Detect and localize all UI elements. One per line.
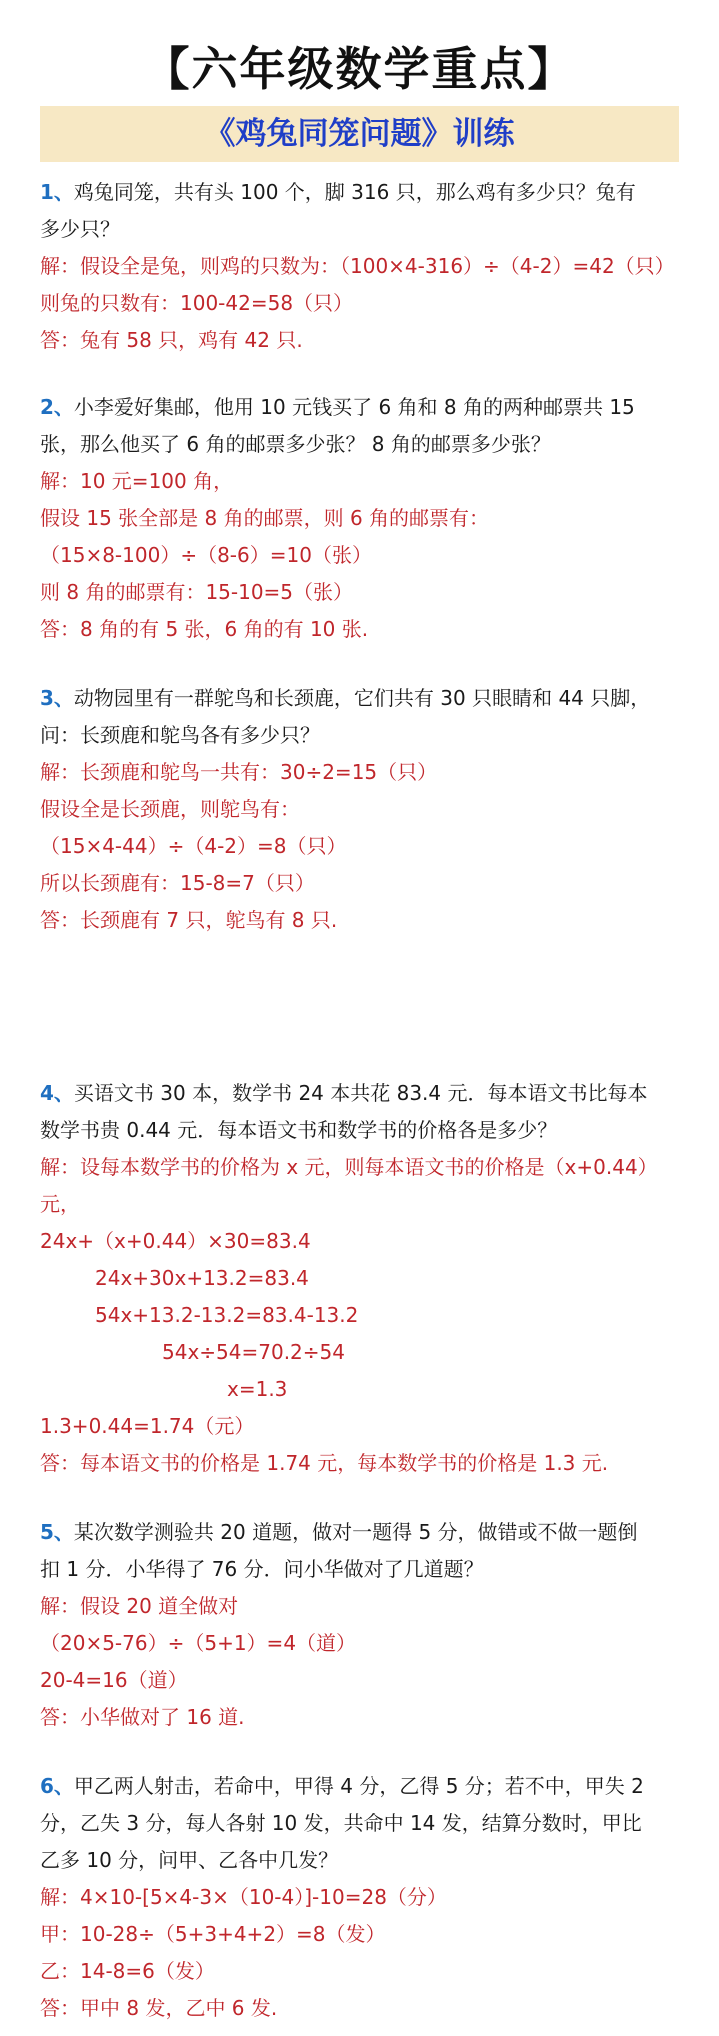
question-line: 分，乙失 3 分，每人各射 10 发，共命中 14 发，结算分数时，甲比: [40, 1811, 642, 1835]
answer-line: 答：兔有 58 只，鸡有 42 只.: [40, 328, 303, 352]
answer-line: 假设全是长颈鹿，则鸵鸟有：: [40, 797, 300, 821]
subtitle-banner: [40, 106, 679, 162]
problem-number: 4、: [40, 1081, 74, 1105]
answer-line: 假设 15 张全部是 8 角的邮票，则 6 角的邮票有：: [40, 506, 490, 530]
answer-line: 解：长颈鹿和鸵鸟一共有：30÷2=15（只）: [40, 760, 438, 784]
answer-line: 解：假设全是兔，则鸡的只数为：（100×4-316）÷（4-2）=42（只）: [40, 254, 675, 278]
problem-number: 6、: [40, 1774, 74, 1798]
answer-line: 甲：10-28÷（5+3+4+2）=8（发）: [40, 1922, 386, 1946]
problem-number: 2、: [40, 395, 74, 419]
answer-line: 答：小华做对了 16 道.: [40, 1705, 245, 1729]
answer-line: 答：长颈鹿有 7 只，鸵鸟有 8 只.: [40, 908, 338, 932]
answer-line: 解：假设 20 道全做对: [40, 1594, 239, 1618]
question-line: 5、某次数学测验共 20 道题，做对一题得 5 分，做错或不做一题倒: [40, 1520, 638, 1544]
answer-line: 所以长颈鹿有：15-8=7（只）: [40, 871, 315, 895]
problem-number: 1、: [40, 180, 74, 204]
answer-line: 解：4×10-[5×4-3×（10-4）]-10=28（分）: [40, 1885, 447, 1909]
question-line: 6、甲乙两人射击，若命中，甲得 4 分，乙得 5 分；若不中，甲失 2: [40, 1774, 644, 1798]
answer-line: 20-4=16（道）: [40, 1668, 188, 1692]
page-title: 【六年级数学重点】: [143, 42, 576, 96]
question-line: 多少只？: [40, 217, 120, 241]
answer-line: 答：8 角的有 5 张，6 角的有 10 张.: [40, 617, 369, 641]
answer-line: 24x+30x+13.2=83.4: [95, 1266, 309, 1290]
question-line: 扣 1 分．小华得了 76 分．问小华做对了几道题？: [40, 1557, 484, 1581]
question-line: 数学书贵 0.44 元．每本语文书和数学书的价格各是多少？: [40, 1118, 558, 1142]
question-line: 2、小李爱好集邮，他用 10 元钱买了 6 角和 8 角的两种邮票共 15: [40, 395, 635, 419]
answer-line: 答：甲中 8 发，乙中 6 发.: [40, 1996, 278, 2020]
problem-number: 5、: [40, 1520, 74, 1544]
question-line: 问：长颈鹿和鸵鸟各有多少只？: [40, 723, 320, 747]
answer-line: 答：每本语文书的价格是 1.74 元，每本数学书的价格是 1.3 元.: [40, 1451, 609, 1475]
answer-line: 24x+（x+0.44）×30=83.4: [40, 1229, 311, 1253]
answer-line: （15×8-100）÷（8-6）=10（张）: [40, 543, 372, 567]
answer-line: 元，: [40, 1192, 80, 1216]
problem-2: [40, 389, 679, 648]
answer-line: （15×4-44）÷（4-2）=8（只）: [40, 834, 347, 858]
answer-line: 则兔的只数有：100-42=58（只）: [40, 291, 354, 315]
question-line: 张，那么他买了 6 角的邮票多少张？ 8 角的邮票多少张？: [40, 432, 551, 456]
answer-line: （20×5-76）÷（5+1）=4（道）: [40, 1631, 357, 1655]
problem-5: [40, 1514, 679, 1736]
question-line: 乙多 10 分，问甲、乙各中几发？: [40, 1848, 339, 1872]
problem-3: [40, 680, 679, 939]
problem-1: [40, 174, 679, 359]
answer-line: 则 8 角的邮票有：15-10=5（张）: [40, 580, 354, 604]
question-line: 3、动物园里有一群鸵鸟和长颈鹿，它们共有 30 只眼睛和 44 只脚，: [40, 686, 651, 710]
problem-6: [40, 1768, 679, 2027]
answer-line: 解：10 元=100 角，: [40, 469, 234, 493]
problem-4: [40, 1075, 679, 1482]
subtitle-text: 《鸡兔同笼问题》训练: [204, 116, 515, 152]
answer-line: 解：设每本数学书的价格为 x 元，则每本语文书的价格是（x+0.44）: [40, 1155, 658, 1179]
answer-line: x=1.3: [227, 1377, 288, 1401]
answer-line: 乙：14-8=6（发）: [40, 1959, 215, 1983]
question-line: 4、买语文书 30 本，数学书 24 本共花 83.4 元．每本语文书比每本: [40, 1081, 648, 1105]
answer-line: 1.3+0.44=1.74（元）: [40, 1414, 255, 1438]
answer-line: 54x+13.2-13.2=83.4-13.2: [95, 1303, 359, 1327]
problem-number: 3、: [40, 686, 74, 710]
question-line: 1、鸡兔同笼，共有头 100 个，脚 316 只，那么鸡有多少只？兔有: [40, 180, 636, 204]
answer-line: 54x÷54=70.2÷54: [162, 1340, 345, 1364]
